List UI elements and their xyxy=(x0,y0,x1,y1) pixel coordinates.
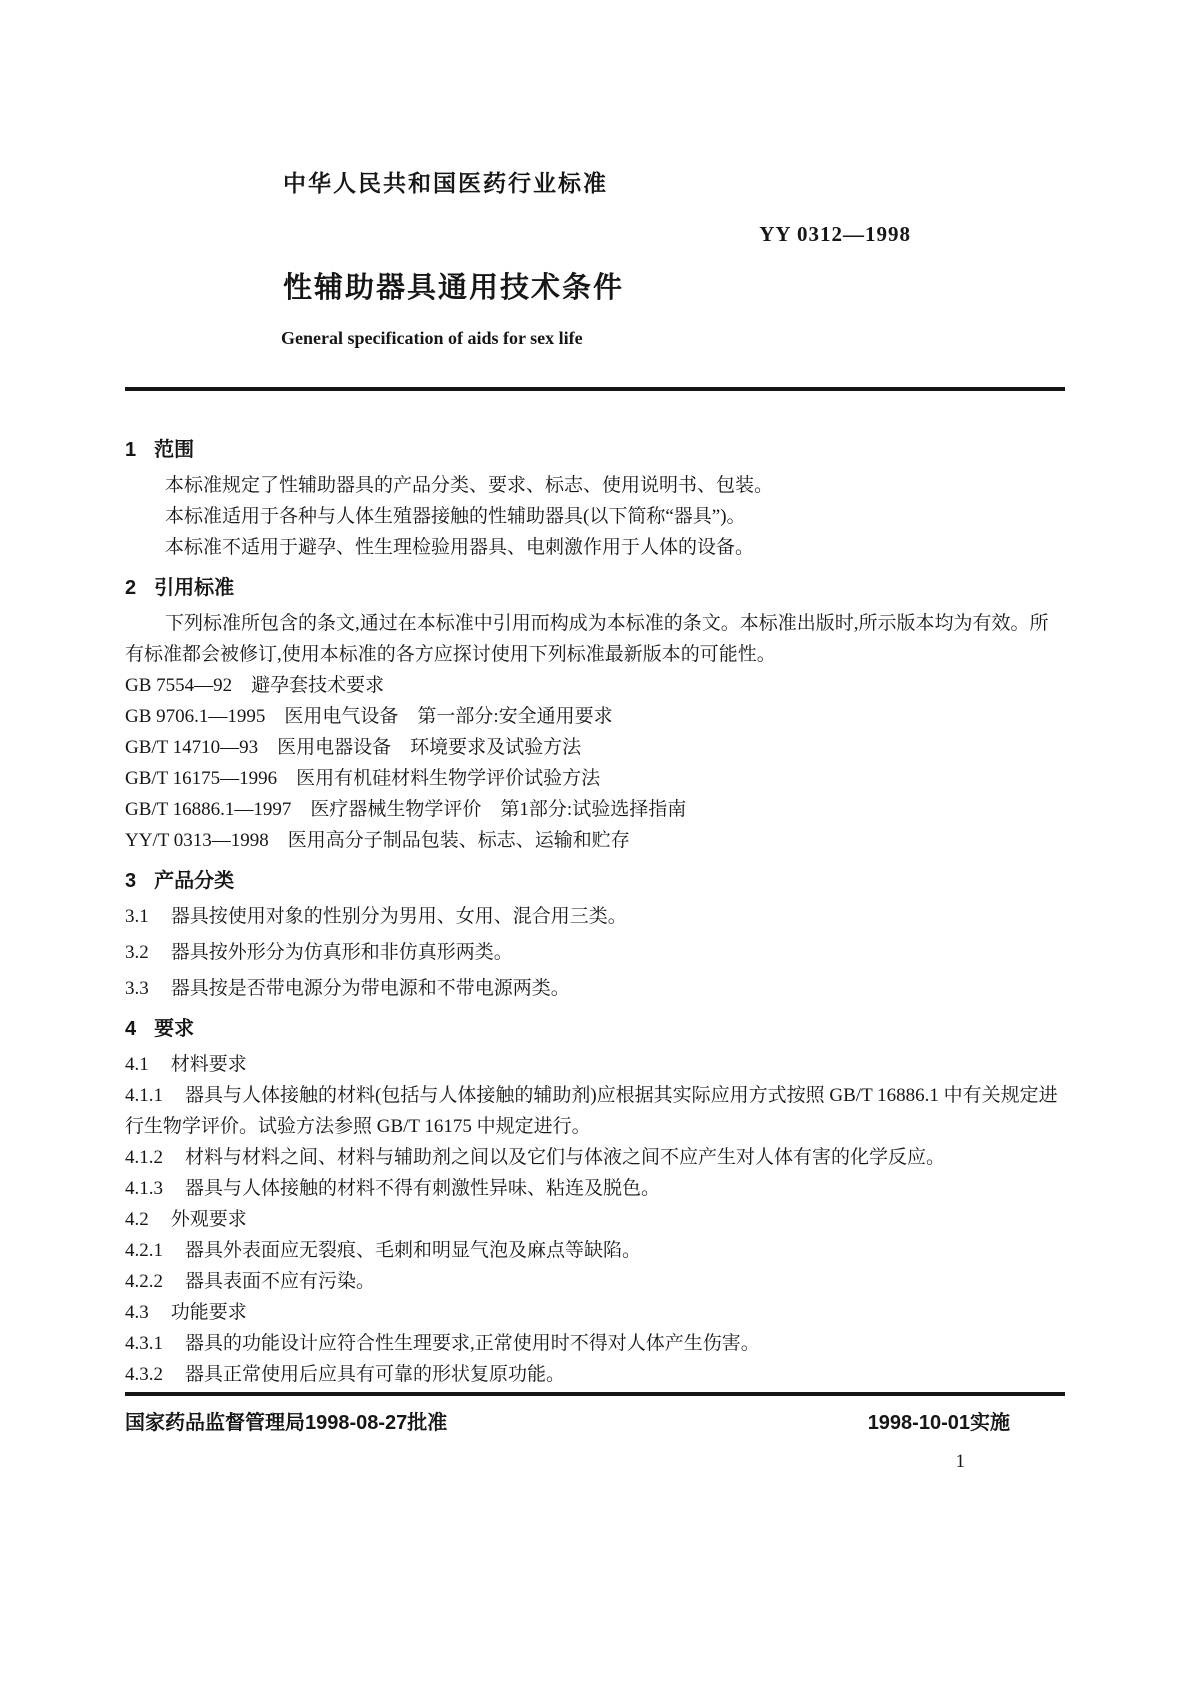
reference-item: GB 7554—92 避孕套技术要求 xyxy=(125,675,385,696)
reference-item: YY/T 0313—1998 医用高分子制品包装、标志、运输和贮存 xyxy=(125,830,630,851)
clause-text: 器具与人体接触的材料不得有刺激性异味、粘连及脱色。 xyxy=(185,1178,661,1199)
clause-number: 4.1.2 xyxy=(125,1147,163,1168)
section-number: 4 xyxy=(125,1018,137,1040)
reference-item: GB 9706.1—1995 医用电气设备 第一部分:安全通用要求 xyxy=(125,706,613,727)
standard-number: YY 0312—1998 xyxy=(759,222,911,246)
clause-number: 4.2.1 xyxy=(125,1240,163,1261)
clause xyxy=(125,901,1065,932)
section-heading xyxy=(125,866,1065,897)
clause xyxy=(125,937,1065,968)
section-title: 要求 xyxy=(154,1018,195,1040)
document-title-english: General specification of aids for sex life xyxy=(281,328,583,348)
section-heading xyxy=(125,1014,1065,1045)
clause-number: 4.3.2 xyxy=(125,1364,163,1385)
clause-text: 器具按是否带电源分为带电源和不带电源两类。 xyxy=(170,978,570,999)
section-heading xyxy=(125,435,1065,466)
paragraph: 下列标准所包含的条文,通过在本标准中引用而构成为本标准的条文。本标准出版时,所示版本均为有效。所有标准都会被修订,使用本标准的各方应探讨使用下列标准最新版本的可能性。 xyxy=(125,613,1049,665)
clause-text: 外观要求 xyxy=(170,1209,247,1230)
clause-number: 4.3.1 xyxy=(125,1333,163,1354)
clause-text: 器具外表面应无裂痕、毛刺和明显气泡及麻点等缺陷。 xyxy=(185,1240,642,1261)
clause xyxy=(125,1266,1065,1297)
section-number: 3 xyxy=(125,870,137,892)
clause-number: 4.1.1 xyxy=(125,1085,163,1106)
document-header xyxy=(0,0,1191,349)
section-number: 2 xyxy=(125,577,137,599)
section-scope xyxy=(125,435,1065,563)
clause xyxy=(125,1297,1065,1328)
clause-number: 3.1 xyxy=(125,906,149,927)
clause-number: 4.1 xyxy=(125,1054,149,1075)
clause xyxy=(125,973,1065,1004)
section-title: 引用标准 xyxy=(154,577,235,599)
section-title: 范围 xyxy=(154,439,195,461)
clause-text: 器具正常使用后应具有可靠的形状复原功能。 xyxy=(185,1364,566,1385)
clause-text: 器具与人体接触的材料(包括与人体接触的辅助剂)应根据其实际应用方式按照 GB/T 16886.1 中有关规定进行生物学评价。试验方法参照 GB/T 16175 中规定进行。 xyxy=(125,1085,1058,1137)
section-normative-references xyxy=(125,573,1065,856)
paragraph: 本标准规定了性辅助器具的产品分类、要求、标志、使用说明书、包装。 xyxy=(165,475,774,496)
paragraph: 本标准不适用于避孕、性生理检验用器具、电刺激作用于人体的设备。 xyxy=(165,537,755,558)
clause-text: 材料与材料之间、材料与辅助剂之间以及它们与体液之间不应产生对人体有害的化学反应。 xyxy=(185,1147,946,1168)
document-title-chinese: 性辅助器具通用技术条件 xyxy=(283,272,625,304)
document-footer xyxy=(125,1392,1065,1473)
clause-number: 4.2.2 xyxy=(125,1271,163,1292)
clause xyxy=(125,1359,1065,1390)
section-title: 产品分类 xyxy=(154,870,235,892)
reference-item: GB/T 14710—93 医用电器设备 环境要求及试验方法 xyxy=(125,737,582,758)
clause-text: 器具按使用对象的性别分为男用、女用、混合用三类。 xyxy=(170,906,627,927)
clause-number: 4.1.3 xyxy=(125,1178,163,1199)
document-body xyxy=(0,391,1191,1390)
section-heading xyxy=(125,573,1065,604)
clause-text: 器具表面不应有污染。 xyxy=(185,1271,376,1292)
clause-number: 4.3 xyxy=(125,1302,149,1323)
clause xyxy=(125,1080,1065,1142)
clause-number: 4.2 xyxy=(125,1209,149,1230)
page-number: 1 xyxy=(955,1451,965,1472)
clause-text: 材料要求 xyxy=(170,1054,247,1075)
clause-number: 3.2 xyxy=(125,942,149,963)
implementation-info: 1998-10-01实施 xyxy=(867,1412,1010,1434)
reference-item: GB/T 16175—1996 医用有机硅材料生物学评价试验方法 xyxy=(125,768,601,789)
clause xyxy=(125,1049,1065,1080)
clause-text: 器具按外形分为仿真形和非仿真形两类。 xyxy=(170,942,513,963)
approval-info: 国家药品监督管理局1998-08-27批准 xyxy=(125,1412,448,1434)
clause xyxy=(125,1204,1065,1235)
paragraph: 本标准适用于各种与人体生殖器接触的性辅助器具(以下简称“器具”)。 xyxy=(165,506,746,527)
reference-item: GB/T 16886.1—1997 医疗器械生物学评价 第1部分:试验选择指南 xyxy=(125,799,687,820)
footer-row xyxy=(125,1396,1065,1435)
section-number: 1 xyxy=(125,439,137,461)
clause-text: 器具的功能设计应符合性生理要求,正常使用时不得对人体产生伤害。 xyxy=(185,1333,760,1354)
standard-type: 中华人民共和国医药行业标准 xyxy=(283,170,608,196)
clause-number: 3.3 xyxy=(125,978,149,999)
clause xyxy=(125,1235,1065,1266)
clause xyxy=(125,1142,1065,1173)
clause xyxy=(125,1173,1065,1204)
clause-text: 功能要求 xyxy=(170,1302,247,1323)
section-product-classification xyxy=(125,866,1065,1004)
clause xyxy=(125,1328,1065,1359)
section-requirements xyxy=(125,1014,1065,1390)
